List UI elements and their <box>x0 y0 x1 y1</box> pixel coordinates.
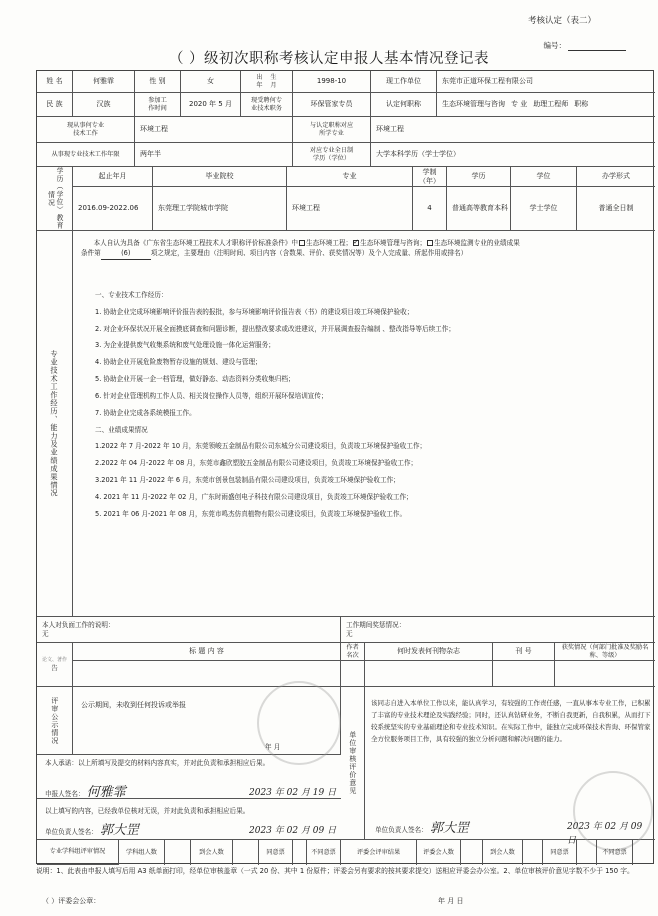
education-header-cell: 办学形式 <box>577 167 655 187</box>
review-group-label: 专业学科组评审情况 <box>37 840 119 865</box>
serial-number: 编号： <box>544 40 627 51</box>
years-label: 从事现专业技术工作年限 <box>37 143 135 167</box>
works-row-author <box>341 661 365 687</box>
section2-item: 5. 2021 年 06 月-2021 年 08 月，东莞市鸣杰仿真植物有限公司建设项目，负责竣工环境保护验收工作。 <box>95 509 407 518</box>
engaged-field-value: 环境工程 <box>135 117 293 143</box>
promise-signer-label: 申报人签名： <box>45 790 85 798</box>
review-header-cell: 到会人数 <box>483 840 523 865</box>
apply-major-suffix: 专 业 <box>511 100 528 109</box>
works-side-text-2: 告 <box>51 663 58 672</box>
education-row-cell: 普通全日制 <box>577 187 655 231</box>
review-header-cell: 学科组人数 <box>119 840 165 865</box>
matching-major-label: 与认定职称对应 所学专业 <box>293 117 371 143</box>
work-start-label: 参加工 作时间 <box>135 93 181 117</box>
responsibility-value: 无 <box>42 629 49 638</box>
responsibility-box <box>37 617 341 643</box>
section1-item: 7. 协助企业完成各系统模报工作。 <box>95 408 196 417</box>
promise-signature: 何雅霏 <box>86 785 126 800</box>
experience-intro: 本人自认为具备《广东省生态环境工程技术人才职称评价标准条件》中 生态环境工程；✓ 生态环境管理与咨询； 生态环境监测专业的业绩成果 条件第 (6) 项之规定，主要理由（注明时间、项目内容（含数果、评价、获奖情况等）及个人完成量、所起作用或排名） <box>81 239 649 260</box>
education-side-label: 学历（学位）教育情况 <box>37 167 73 231</box>
apply-title-suffix: 职称 <box>574 100 589 109</box>
education-header-cell: 起止年月 <box>73 167 153 187</box>
unit-opinion-side-label: 单位审核评价意见 <box>341 687 365 840</box>
checkbox-opt-3[interactable] <box>427 240 433 246</box>
opt-2-label: 生态环境管理与咨询 <box>360 239 420 247</box>
apply-label: 认定何职称 <box>371 93 437 117</box>
review-value-cell[interactable] <box>293 840 307 865</box>
section2-list <box>95 438 647 522</box>
review-value-cell[interactable] <box>461 840 483 865</box>
work-start-value: 2020 年 5 月 <box>181 93 241 117</box>
checkbox-opt-1[interactable] <box>299 240 305 246</box>
review-header-cell: 同意票 <box>259 840 293 865</box>
section1-item: 6. 针对企业管理机构工作人员、相关岗位操作人员等，组织开展环保培训宣传； <box>95 391 328 400</box>
review-value-cell[interactable] <box>523 840 543 865</box>
unit-seal <box>573 771 653 851</box>
review-value-cell[interactable] <box>577 840 597 865</box>
education-row-cell: 普通高等教育本科 <box>447 187 511 231</box>
works-journal-header: 何时发表何刊物杂志 <box>365 643 493 661</box>
registration-form <box>36 70 654 864</box>
works-side-text: 论文、著作 <box>41 657 67 664</box>
review-header-cell: 同意票 <box>543 840 577 865</box>
years-value: 两年半 <box>135 143 293 167</box>
section2-item: 2.2022 年 04 月-2022 年 08 月，东莞市鑫欣塑胶五金制品有限公司建设项目，负责竣工环境保护验收工作； <box>95 459 418 468</box>
employer-label: 现工作单位 <box>371 71 437 93</box>
works-row-issue <box>493 661 555 687</box>
responsibility-label: 本人对负面工作的说明： <box>42 621 115 630</box>
ethnic-label: 民 族 <box>37 93 73 117</box>
education-row-cell: 2016.09-2022.06 <box>73 187 153 231</box>
section1-item: 4. 协助企业开展危险废物暂存设施的规划、建设与管理； <box>95 358 262 367</box>
publicity-date: 年 月 <box>265 743 281 751</box>
apply-value <box>437 93 655 117</box>
section1-item: 2. 对企业环保状况开展全面摸底调查和问题诊断，提出整改要求或改进建议，并开展调查报告编制 、整改指导等后续工作； <box>95 324 455 333</box>
section2-item: 1.2022 年 7 月-2022 年 10 月，东莞领峻五金制品有限公司东城分公司建设项目，负责竣工环境保护验收工作； <box>95 442 427 451</box>
form-tag: 考核认定（表二） <box>527 16 596 26</box>
gender-label: 性 别 <box>135 71 181 93</box>
education-header-cell: 毕业院校 <box>153 167 287 187</box>
current-post-value: 环保管家专员 <box>293 93 371 117</box>
page-title: （ ）级初次职称考核认定申报人基本情况登记表 <box>168 51 490 67</box>
birth-label: 出 生 年 月 <box>241 71 293 93</box>
name-label: 姓 名 <box>37 71 73 93</box>
review-header-cell: 不同意票 <box>597 840 633 865</box>
unit-opinion-signature: 郭大罡 <box>429 821 469 836</box>
experience-sections <box>95 287 647 522</box>
review-value-cell[interactable] <box>233 840 259 865</box>
section1-title: 一、专业技术工作经历： <box>95 291 168 299</box>
works-prize-header: 获奖情况（何部门批准及奖励名称、等级） <box>555 643 655 661</box>
verify-signature: 郭大罡 <box>99 823 139 838</box>
review-header-cell: 评委会人数 <box>417 840 461 865</box>
education-header-cell: 学历 <box>447 167 511 187</box>
education-header-cell: 专业 <box>287 167 413 187</box>
works-title-header: 标 题 内 容 <box>73 643 341 661</box>
works-row-prize <box>555 661 655 687</box>
verify-signer-label: 单位负责人签名： <box>45 828 98 836</box>
education-header-cell: 学位 <box>511 167 577 187</box>
fulltime-edu-label: 对应专业全日制 学历（学位） <box>293 143 371 167</box>
footer-seal-line <box>42 896 642 906</box>
education-row-cell: 东莞理工学院城市学院 <box>153 187 287 231</box>
section2-item: 4. 2021 年 11 月-2022 年 02 月，广东时雨盛创电子科技有限公司建设项目，负责竣工环境保护验收工作； <box>95 492 413 501</box>
opt-3-label: 生态环境监测 <box>434 239 474 247</box>
works-side-label <box>37 643 73 687</box>
matching-major-value: 环境工程 <box>371 117 655 143</box>
unit-opinion-signer-label: 单位负责人签名： <box>375 826 428 834</box>
works-row-journal <box>365 661 493 687</box>
intro-text-1: 本人自认为具备《广东省生态环境工程技术人才职称评价标准条件》中 <box>93 239 298 247</box>
promise-text: 本人承诺：以上所填写及提交的材料内容真实，并对此负责和承担相应后果。 <box>45 759 270 767</box>
engaged-field-label: 现从事何专业 技术工作 <box>37 117 135 143</box>
apply-title: 助理工程师 <box>533 100 569 109</box>
section2-title: 二、业绩成果情况 <box>95 425 148 434</box>
publicity-text: 公示期间，未收到任何投诉或举报 <box>81 701 186 709</box>
review-header-cell: 评委会评审结果 <box>341 840 417 865</box>
birth-value: 1998-10 <box>293 71 371 93</box>
intro-text-3: 条件第 <box>81 248 101 257</box>
intro-text-2: 专业的业绩成果 <box>473 239 520 247</box>
education-row-cell: 4 <box>413 187 447 231</box>
section1-item: 1. 协助企业完成环境影响评价报告表的报批，参与环境影响评价报告表（书）的建设项目竣工环境保护验收； <box>95 307 414 316</box>
opt-1-label: 生态环境工程 <box>305 239 346 247</box>
section1-item: 5. 协助企业开展一企一档管理，做好静态、动态资料分类收集归档； <box>95 375 295 384</box>
education-header-cell: 学制（年） <box>413 167 447 187</box>
review-header-cell: 不同意票 <box>307 840 341 865</box>
official-seal <box>257 681 341 765</box>
section1-item: 3. 为企业提供废气收集系统和废气处理设施一体化运营服务； <box>95 341 275 350</box>
apply-major: 生态环境管理与咨询 <box>442 100 505 109</box>
footer-note: 说明：1、此表由申报人填写后用 A3 纸单面打印，经单位审核盖章（一式 20 份、其中 1 份原件；评委会另有要求的按其要求提交）送相应评委会办公室。2、单位审核评价意见字数不少于 150 字。 <box>36 867 634 875</box>
verify-date: 2023 年 02 月 09 日 <box>249 826 337 836</box>
verify-signer <box>45 821 139 841</box>
award-label: 工作期间奖惩情况： <box>346 621 406 630</box>
checkbox-opt-2[interactable] <box>353 240 359 246</box>
experience-side-label: 专业技术工作经历、能力及业绩成果情况 <box>37 231 73 617</box>
ethnic-value: 汉族 <box>73 93 135 117</box>
works-author-header: 作者 名次 <box>341 643 365 661</box>
current-post-label: 现受聘何专 业技术职务 <box>241 93 293 117</box>
promise-date: 2023 年 02 月 19 日 <box>249 788 337 798</box>
unit-opinion-date: 2023 年 02 月 09 日 <box>567 822 643 846</box>
unit-opinion-text: 该同志自进入本单位工作以来，能认真学习，有较强的工作责任感，一直从事本专业工作，已积累了丰富的专业技术理论及实践经验；同时，还认真钻研业务，不断自我更新，自我积累，从而打下较系统坚实的专业基础理论和专业技术知识。在实际工作中，能独立完成环保技术咨询、环保管家全方位服务项目工作，具有较强的独立分析问题和解决问题的能力。 <box>371 699 651 744</box>
education-row-cell: 环境工程 <box>287 187 413 231</box>
gender-value: 女 <box>181 71 241 93</box>
fulltime-edu-value: 大学本科学历（学士学位） <box>371 143 655 167</box>
verify-text: 以上填写的内容，已经我单位核对无误，并对此负责和承担相应后果。 <box>45 807 250 815</box>
seal-date: 年 月 日 <box>438 897 464 905</box>
award-value: 无 <box>346 629 353 638</box>
section1-list <box>95 304 647 422</box>
works-issue-header: 刊 号 <box>493 643 555 661</box>
employer-value: 东莞市正道环保工程有限公司 <box>437 71 655 93</box>
section2-item: 3.2021 年 11 月-2022 年 6 月，东莞市创景包装制品有限公司建设项目，负责竣工环境保护验收工作； <box>95 475 400 484</box>
review-header-cell: 到会人数 <box>191 840 233 865</box>
name-value: 何雅霏 <box>73 71 135 93</box>
clause-number: (6) <box>101 249 151 260</box>
unit-opinion-signer <box>375 819 469 839</box>
intro-text-4: 项之规定，主要理由（注明时间、项目内容（含数果、评价、获奖情况等）及个人完成量、所起作用或排名） <box>150 248 468 257</box>
seal-label: （ ）评委会公章： <box>42 897 101 905</box>
review-value-cell[interactable] <box>633 840 655 865</box>
award-box <box>341 617 655 643</box>
review-value-cell[interactable] <box>165 840 191 865</box>
education-row-cell: 学士学位 <box>511 187 577 231</box>
publicity-side-label: 评审公示情况 <box>37 687 73 755</box>
